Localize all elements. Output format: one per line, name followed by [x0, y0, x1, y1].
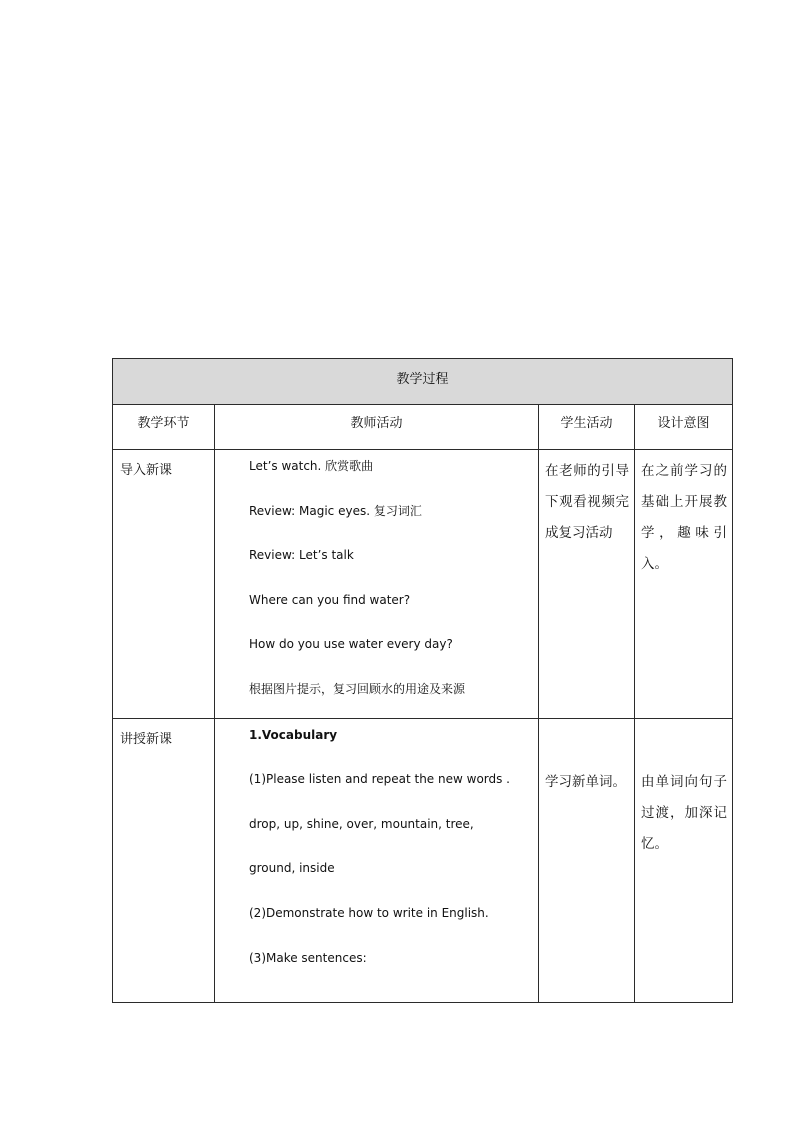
teacher-line: Where can you find water?	[249, 592, 411, 607]
table-row	[113, 450, 733, 719]
header-student-activity: 学生活动	[539, 405, 635, 450]
table-title-cell	[113, 359, 733, 405]
teacher-activity-cell	[215, 450, 539, 719]
design-intent-cell: 由单词向句子过渡，加深记忆。	[635, 718, 733, 1002]
student-activity-cell: 在老师的引导下观看视频完成复习活动	[539, 450, 635, 719]
teacher-line: ground, inside	[249, 861, 335, 876]
teacher-line: (3)Make sentences:	[249, 950, 367, 965]
student-activity-cell: 学习新单词。	[539, 718, 635, 1002]
teacher-line: (2)Demonstrate how to write in English.	[249, 905, 489, 920]
teacher-line: drop, up, shine, over, mountain, tree,	[249, 816, 474, 831]
design-intent-cell: 在之前学习的基础上开展教学，趣味引入。	[635, 450, 733, 719]
teacher-line: Review: Let’s talk	[249, 548, 354, 563]
table-header-row	[113, 405, 733, 450]
teacher-line: 1.Vocabulary	[249, 727, 338, 742]
teacher-line: How do you use water every day?	[249, 637, 453, 652]
table-title-row	[113, 359, 733, 405]
table-row	[113, 718, 733, 1002]
teacher-line: 根据图片提示，复习回顾水的用途及来源	[249, 681, 466, 696]
teacher-line: Review: Magic eyes. 复习词汇	[249, 503, 422, 518]
stage-cell: 讲授新课	[113, 718, 215, 1002]
teacher-line: Let’s watch. 欣赏歌曲	[249, 459, 374, 473]
stage-cell: 导入新课	[113, 450, 215, 719]
teaching-process-table	[112, 358, 733, 1003]
header-stage: 教学环节	[113, 405, 215, 450]
teacher-activity-cell	[215, 718, 539, 1002]
header-design-intent: 设计意图	[635, 405, 733, 450]
header-teacher-activity: 教师活动	[215, 405, 539, 450]
table-title: 教学过程	[396, 372, 449, 387]
teacher-line: (1)Please listen and repeat the new words .	[249, 772, 510, 787]
